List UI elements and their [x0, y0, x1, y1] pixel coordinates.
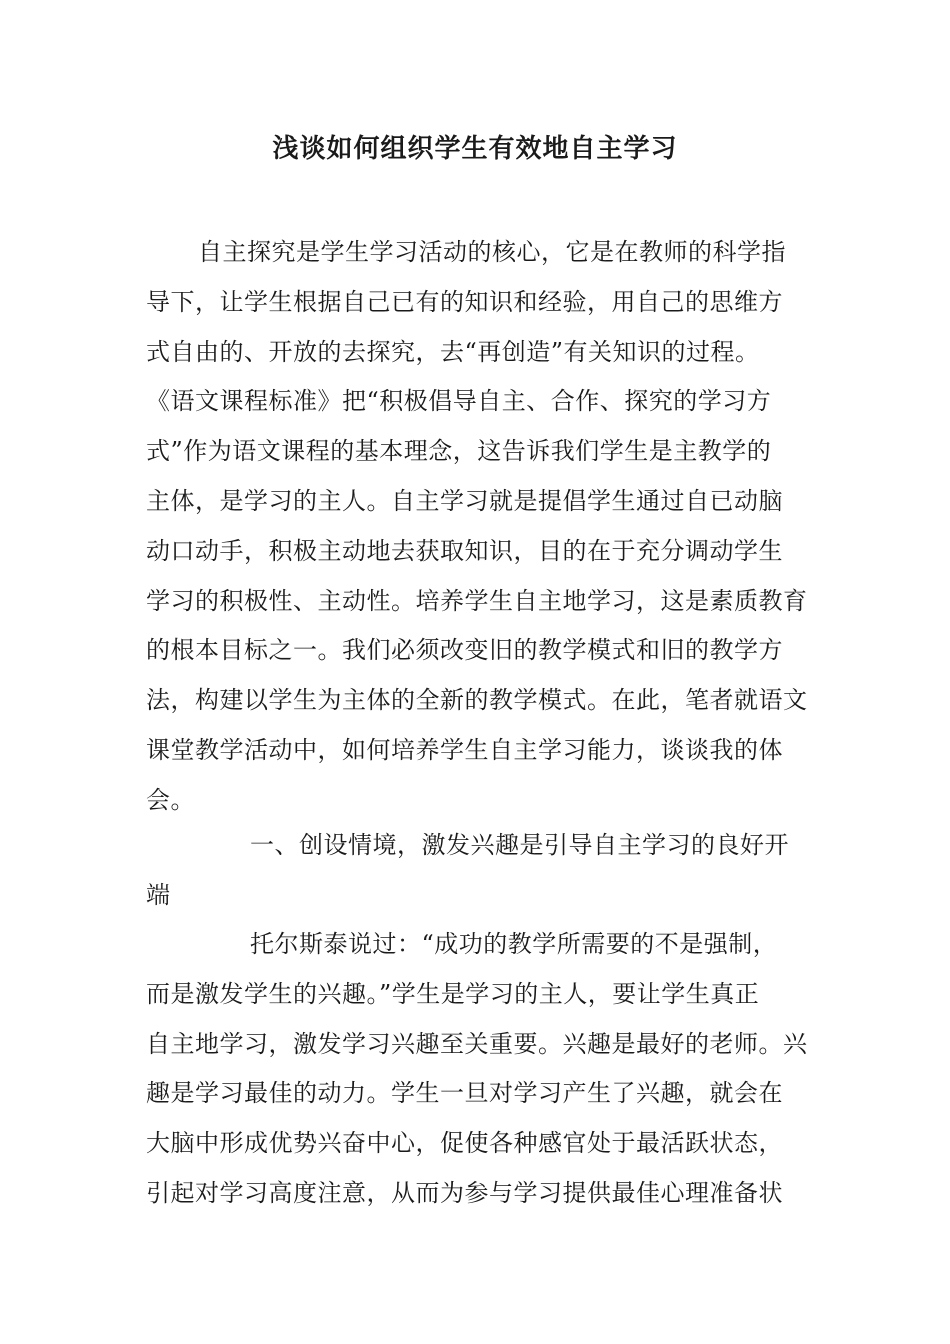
text-line: 托尔斯泰说过：“成功的教学所需要的不是强制，	[250, 930, 778, 958]
text-line: 大脑中形成优势兴奋中心，促使各种感官处于最活跃状态，	[146, 1129, 783, 1158]
text-line: 会。	[146, 785, 195, 814]
text-line: 自主地学习，激发学习兴趣至关重要。兴趣是最好的老师。兴	[146, 1029, 808, 1058]
text-line: 自主探究是学生学习活动的核心，它是在教师的科学指	[198, 238, 786, 266]
text-line: 趣是学习最佳的动力。学生一旦对学习产生了兴趣，就会在	[146, 1079, 783, 1108]
text-line: 的根本目标之一。我们必须改变旧的教学模式和旧的教学方	[146, 636, 783, 665]
text-line: 课堂教学活动中，如何培养学生自主学习能力，谈谈我的体	[146, 735, 783, 764]
text-line: 而是激发学生的兴趣。”学生是学习的主人，要让学生真正	[146, 979, 760, 1008]
document-title: 浅谈如何组织学生有效地自主学习	[272, 134, 678, 164]
text-line: 主体，是学习的主人。自主学习就是提倡学生通过自已动脑	[146, 486, 783, 515]
text-line: 式”作为语文课程的基本理念，这告诉我们学生是主教学的	[146, 437, 772, 466]
section-heading-1	[146, 821, 806, 921]
text-line: 导下，让学生根据自己已有的知识和经验，用自己的思维方	[146, 287, 783, 316]
intro-paragraph	[146, 228, 806, 826]
heading-line: 一、创设情境，激发兴趣是引导自主学习的良好开	[250, 831, 789, 859]
text-line: 引起对学习高度注意，从而为参与学习提供最佳心理准备状	[146, 1178, 783, 1207]
heading-line: 端	[146, 880, 171, 909]
text-line: 式自由的、开放的去探究，去“再创造”有关知识的过程。	[146, 337, 760, 366]
text-line: 动口动手，积极主动地去获取知识，目的在于充分调动学生	[146, 536, 783, 565]
text-line: 学习的积极性、主动性。培养学生自主地学习，这是素质教育	[146, 586, 808, 615]
section-1-paragraph	[146, 920, 806, 1219]
text-line: 《语文课程标准》把“积极倡导自主、合作、探究的学习方	[146, 387, 772, 416]
text-line: 法，构建以学生为主体的全新的教学模式。在此，笔者就语文	[146, 686, 808, 715]
